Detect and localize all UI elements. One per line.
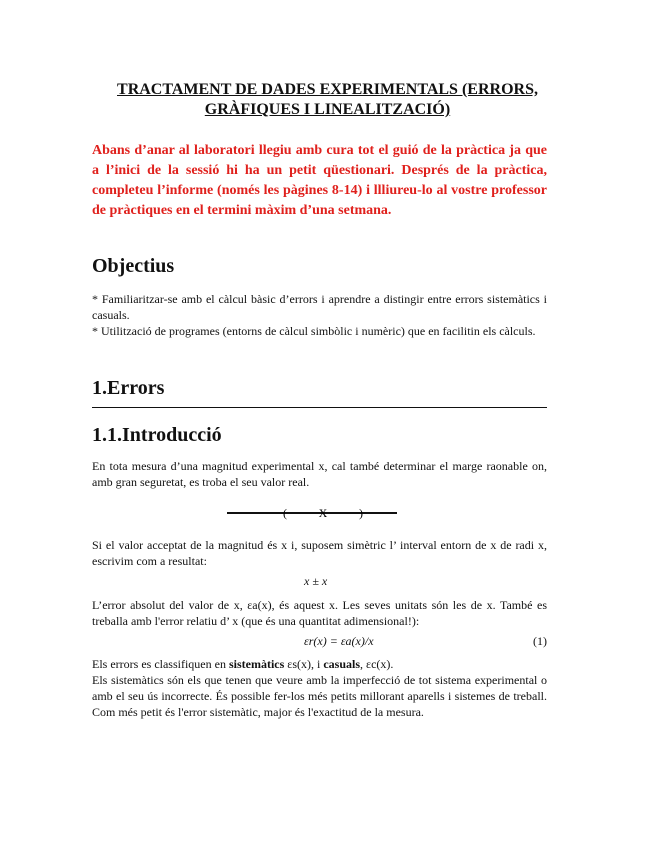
warning-notice: Abans d’anar al laboratori llegiu amb cura tot el guió de la pràctica ja que a l’inici de la sessió hi ha un petit qüestionari. Després de la pràctica, completeu l’informe (només les pàgines 8-14) i llliureu-lo al vostre professor de pràctiques en el termini màxim d’una setmana. [92, 143, 547, 218]
objectius-heading: Objectius [92, 255, 175, 277]
section-divider [92, 407, 547, 408]
intro-text: En tota mesura d’una magnitud experimental x, cal també determinar el marge raonable on, amb gran seguretat, es troba el seu valor real. [92, 459, 547, 489]
section-errors-heading: 1.Errors [92, 377, 165, 399]
objectius-item-1: * Familiaritzar-se amb el càlcul bàsic d’errors i aprendre a distingir entre errors sistemàtics i casuals. [92, 292, 547, 322]
interval-diagram [227, 506, 397, 520]
equation-number: (1) [533, 634, 547, 648]
term-sistematics: sistemàtics [228, 657, 285, 671]
interval-left-bracket: ( [283, 506, 287, 520]
absolute-error-paragraph: L’error absolut del valor de x, εa(x), és aquest x. Les seves unitats són les de x. També es treballa amb l'error relatiu d’ x (que és una quantitat adimensional!): [92, 598, 547, 628]
objectius-item-2: * Utilització de programes (entorns de càlcul simbòlic i numèric) que en facilitin els càlculs. [92, 324, 536, 338]
systematic-errors-paragraph: Els sistemàtics són els que tenen que veure amb la imperfecció de tot sistema experimental o amb el seu ús incorrecte. És possible fer-los més petits millorant aparells i sistemes de treball. Com més petit és l'error sistemàtic, major és l'exactitud de la mesura. [92, 673, 547, 719]
interval-center-cross: X [318, 506, 328, 520]
title-line-1: TRACTAMENT DE DADES EXPERIMENTALS (ERRORS, [117, 81, 538, 98]
classification-text-start: Els errors es classifiquen en [92, 657, 229, 671]
intro-paragraph [92, 458, 547, 490]
classification-text-end: , εc(x). [360, 657, 394, 671]
relative-error-equation: εr(x) = εa(x)/x [304, 634, 374, 648]
title-line-2: GRÀFIQUES I LINEALITZACIÓ) [204, 101, 451, 118]
document-title [60, 80, 595, 120]
subsection-introduccio-heading: 1.1.Introducció [92, 424, 222, 446]
classification-paragraph [92, 656, 547, 672]
term-casuals: casuals [323, 657, 361, 671]
result-expression: x ± x [304, 574, 328, 588]
classification-text-mid: εs(x), i [284, 657, 324, 671]
interval-paragraph: Si el valor acceptat de la magnitud és x i, suposem simètric l’ interval entorn de x de radi x, escrivim com a resultat: [92, 538, 547, 568]
interval-right-bracket: ) [359, 506, 363, 520]
